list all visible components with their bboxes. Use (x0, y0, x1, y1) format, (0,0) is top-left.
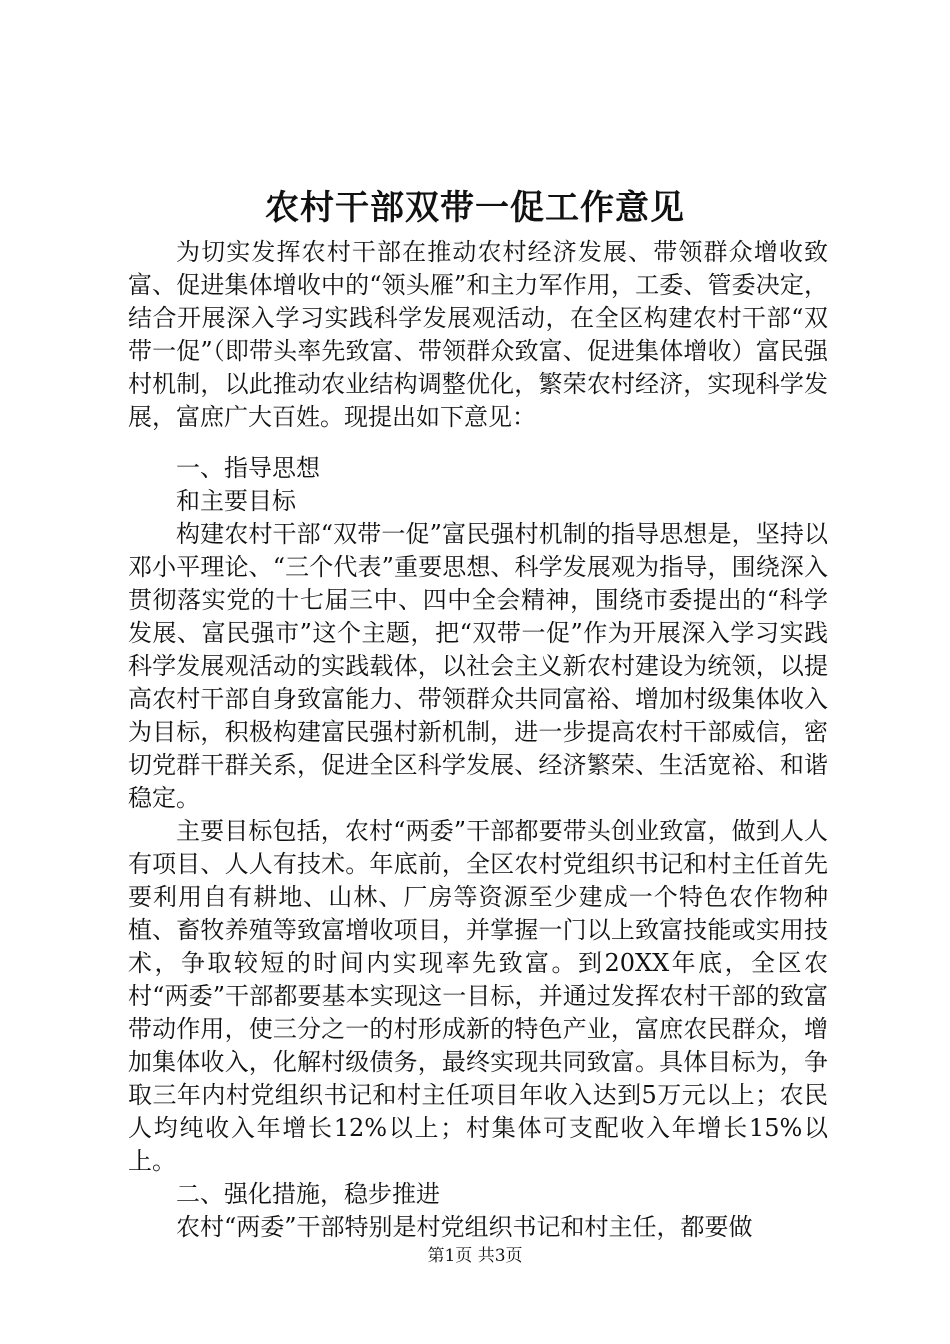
goals-paragraph: 主要目标包括，农村“两委”干部都要带头创业致富，做到人人有项目、人人有技术。年底前，全区农村党组织书记和村主任首先要利用自有耕地、山林、厂房等资源至少建成一个特色农作物种植、畜牧养殖等致富增收项目，并掌握一门以上致富技能或实用技术，争取较短的时间内实现率先致富。到20XX年底，全区农村“两委”干部都要基本实现这一目标，并通过发挥农村干部的致富带动作用，使三分之一的村形成新的特色产业，富庶农民群众，增加集体收入，化解村级债务，最终实现共同致富。具体目标为，争取三年内村党组织书记和村主任项目年收入达到5万元以上；农民人均纯收入年增长12%以上；村集体可支配收入年增长15%以上。 (128, 817, 828, 1175)
section-heading-1-continued: 和主要目标 (176, 487, 296, 515)
page-footer: 第1页 共3页 (427, 1246, 523, 1266)
section-heading-2: 二、强化措施，稳步推进 (176, 1180, 440, 1208)
document-body (128, 236, 828, 1244)
section-heading-1: 一、指导思想 (176, 454, 320, 482)
intro-paragraph: 为切实发挥农村干部在推动农村经济发展、带领群众增收致富、促进集体增收中的“领头雁”和主力军作用，工委、管委决定，结合开展深入学习实践科学发展观活动，在全区构建农村干部“双带一促”（即带头率先致富、带领群众致富、促进集体增收）富民强村机制，以此推动农业结构调整优化，繁荣农村经济，实现科学发展，富庶广大百姓。现提出如下意见： (128, 238, 828, 431)
guiding-paragraph: 构建农村干部“双带一促”富民强村机制的指导思想是，坚持以邓小平理论、“三个代表”重要思想、科学发展观为指导，围绕深入贯彻落实党的十七届三中、四中全会精神，围绕市委提出的“科学发展、富民强市”这个主题，把“双带一促”作为开展深入学习实践科学发展观活动的实践载体，以社会主义新农村建设为统领，以提高农村干部自身致富能力、带领群众共同富裕、增加村级集体收入为目标，积极构建富民强村新机制，进一步提高农村干部威信，密切党群干群关系，促进全区科学发展、经济繁荣、生活宽裕、和谐稳定。 (128, 520, 828, 812)
document-title: 农村干部双带一促工作意见 (265, 188, 685, 228)
measures-paragraph: 农村“两委”干部特别是村党组织书记和村主任，都要做 (176, 1213, 753, 1241)
